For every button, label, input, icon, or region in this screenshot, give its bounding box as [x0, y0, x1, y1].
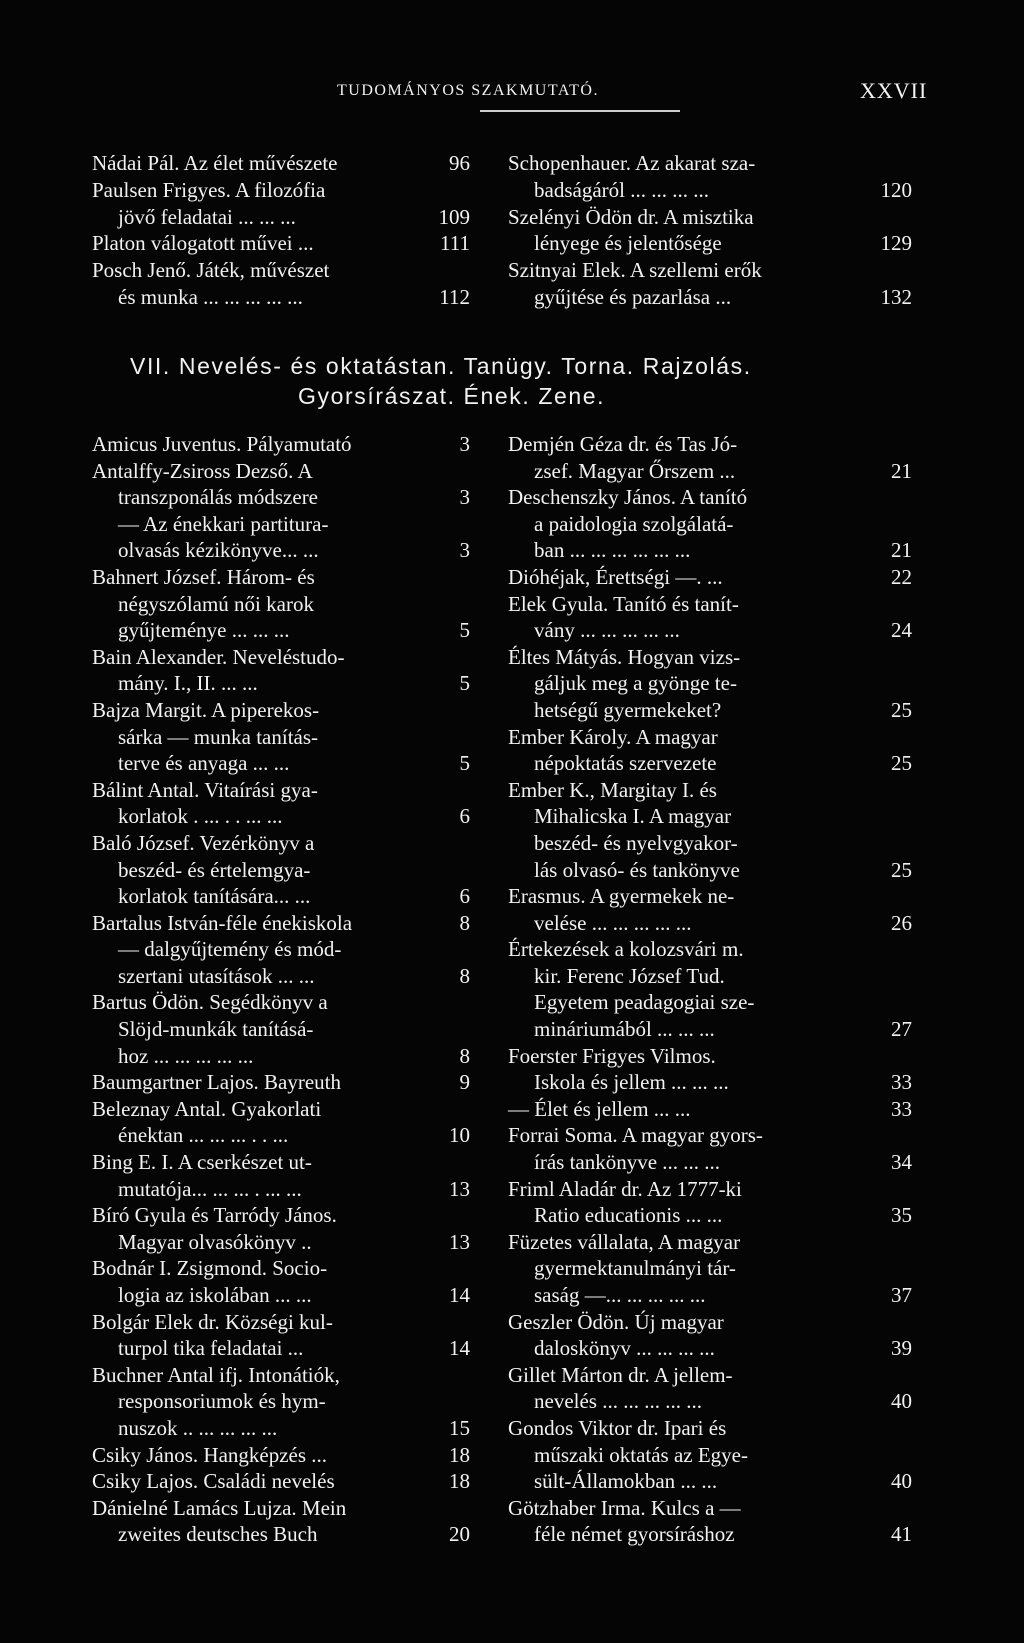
- entry-page-number: 26: [891, 910, 912, 935]
- entry-text: nevelés ... ... ... ... ...: [534, 1389, 702, 1414]
- entry-text: Demjén Géza dr. és Tas Jó-: [508, 432, 738, 456]
- entry-text: Bahnert József. Három- és: [92, 564, 315, 589]
- index-entry: [508, 617, 912, 644]
- entry-page-number: 18: [449, 1469, 470, 1494]
- entry-text: mutatója... ... ... . ... ...: [118, 1176, 302, 1201]
- index-entry: [508, 1122, 912, 1149]
- entry-text: Nádai Pál. Az élet művészete: [92, 151, 338, 175]
- index-entry: [508, 564, 912, 591]
- entry-text: és munka ... ... ... ... ...: [118, 284, 303, 309]
- index-entry: [508, 1388, 912, 1415]
- entry-text: Elek Gyula. Tanító és tanít-: [508, 591, 739, 616]
- entry-page-number: 25: [891, 857, 912, 882]
- index-entry: [508, 1043, 912, 1070]
- entry-page-number: 6: [459, 804, 470, 829]
- index-entry: [508, 1415, 912, 1442]
- entry-text: responsoriumok és hym-: [118, 1389, 326, 1414]
- running-title: TUDOMÁNYOS SZAKMUTATÓ.: [337, 82, 599, 99]
- index-entry: [92, 697, 492, 724]
- entry-text: — Élet és jellem ... ...: [508, 1096, 691, 1121]
- entry-page-number: 5: [459, 751, 470, 776]
- index-entry: [508, 644, 912, 671]
- entry-text: lás olvasó- és tankönyve: [534, 857, 740, 882]
- entry-text: Füzetes vállalata, A magyar: [508, 1229, 741, 1254]
- index-entry: [508, 1468, 912, 1495]
- index-entry: [92, 883, 492, 910]
- index-entry: [508, 1335, 912, 1362]
- entry-text: írás tankönyve ... ... ...: [534, 1150, 721, 1175]
- entry-text: olvasás kézikönyve... ...: [118, 538, 319, 563]
- index-entry: [92, 670, 492, 697]
- index-entry: [508, 830, 912, 857]
- index-entry: [92, 537, 492, 564]
- entry-text: Beleznay Antal. Gyakorlati: [92, 1096, 322, 1121]
- page-number: XXVII: [860, 78, 928, 103]
- index-entry: [92, 431, 492, 458]
- index-entry: [92, 724, 492, 751]
- entry-text: lényege és jelentősége: [534, 231, 722, 256]
- index-entry: [92, 564, 492, 591]
- entry-page-number: 111: [440, 231, 470, 256]
- entry-page-number: 24: [891, 618, 912, 643]
- entry-page-number: 120: [880, 177, 912, 202]
- index-entry: [92, 230, 492, 257]
- index-entry: [92, 204, 492, 231]
- index-entry: [92, 1415, 492, 1442]
- entry-page-number: 5: [459, 671, 470, 696]
- entry-text: — dalgyűjtemény és mód-: [118, 937, 342, 962]
- index-entry: [92, 1016, 492, 1043]
- entry-text: Posch Jenő. Játék, művészet: [92, 258, 330, 283]
- entry-page-number: 33: [891, 1070, 912, 1095]
- entry-text: Magyar olvasókönyv ..: [118, 1229, 312, 1254]
- index-entry: [92, 1149, 492, 1176]
- index-entry: [92, 750, 492, 777]
- section-heading-line1: VII. Nevelés- és oktatástan. Tanügy. Torna. Rajzolás.: [130, 353, 752, 379]
- index-entry: [508, 670, 912, 697]
- index-entry: [508, 963, 912, 990]
- entry-text: Bolgár Elek dr. Községi kul-: [92, 1309, 333, 1334]
- index-entry: [508, 1202, 912, 1229]
- entry-text: Bodnár I. Zsigmond. Socio-: [92, 1256, 328, 1281]
- entry-page-number: 21: [891, 458, 912, 483]
- entry-text: műszaki oktatás az Egye-: [534, 1442, 748, 1467]
- index-entry: [92, 1069, 492, 1096]
- entry-page-number: 14: [449, 1336, 470, 1361]
- index-entry: [92, 1176, 492, 1203]
- index-entry: [92, 1362, 492, 1389]
- index-entry: [508, 1229, 912, 1256]
- entry-text: Erasmus. A gyermekek ne-: [508, 884, 735, 909]
- entry-text: gyűjteménye ... ... ...: [118, 618, 290, 643]
- entry-text: beszéd- és nyelvgyakor-: [534, 830, 738, 855]
- index-entry: [508, 910, 912, 937]
- index-entry: [508, 777, 912, 804]
- entry-text: beszéd- és értelemgya-: [118, 857, 311, 882]
- index-entry: [508, 750, 912, 777]
- entry-text: turpol tika feladatai ...: [118, 1336, 304, 1361]
- entry-page-number: 40: [891, 1469, 912, 1494]
- entry-page-number: 13: [449, 1229, 470, 1254]
- index-entry: [508, 857, 912, 884]
- entry-text: nuszok .. ... ... ... ...: [118, 1415, 278, 1440]
- entry-text: szertani utasítások ... ...: [118, 963, 315, 988]
- entry-page-number: 5: [459, 618, 470, 643]
- top-left-entries: [92, 150, 492, 311]
- index-entry: [92, 458, 492, 485]
- entry-text: Platon válogatott művei ...: [92, 231, 314, 256]
- index-entry: [508, 989, 912, 1016]
- entry-text: hetségű gyermekeket?: [534, 697, 722, 722]
- entry-text: daloskönyv ... ... ... ...: [534, 1336, 715, 1361]
- entry-text: Gondos Viktor dr. Ipari és: [508, 1415, 727, 1440]
- entry-text: Bing E. I. A cserkészet ut-: [92, 1150, 312, 1175]
- entry-text: velése ... ... ... ... ...: [534, 910, 692, 935]
- entry-page-number: 37: [891, 1283, 912, 1307]
- section-heading-line2: Gyorsírászat. Ének. Zene.: [298, 383, 606, 409]
- index-entry: [92, 177, 492, 204]
- entry-text: a paidologia szolgálatá-: [534, 511, 734, 536]
- index-entry: [508, 591, 912, 618]
- entry-text: féle német gyorsíráshoz: [534, 1522, 735, 1547]
- entry-text: gáljuk meg a gyönge te-: [534, 671, 737, 696]
- index-entry: [92, 1282, 492, 1309]
- index-entry: [508, 257, 912, 284]
- entry-page-number: 129: [880, 231, 912, 256]
- entry-text: Értekezések a kolozsvári m.: [508, 937, 744, 962]
- entry-page-number: 6: [459, 884, 470, 909]
- entry-text: Csiky Lajos. Családi nevelés: [92, 1469, 335, 1494]
- entry-text: Bajza Margit. A piperekos-: [92, 697, 320, 722]
- entry-text: Bartalus István-féle énekiskola: [92, 910, 353, 935]
- entry-page-number: 8: [459, 910, 470, 935]
- entry-text: Antalffy-Zsiross Dezső. A: [92, 458, 313, 483]
- index-entry: [92, 617, 492, 644]
- index-entry: [508, 1282, 912, 1309]
- entry-page-number: 10: [449, 1123, 470, 1148]
- entry-text: kir. Ferenc József Tud.: [534, 963, 725, 988]
- index-entry: [508, 724, 912, 751]
- index-entry: [92, 777, 492, 804]
- entry-text: gyermektanulmányi tár-: [534, 1256, 736, 1281]
- left-column-entries: [92, 431, 492, 1548]
- entry-text: énektan ... ... ... . . ...: [118, 1123, 289, 1148]
- entry-page-number: 8: [459, 1043, 470, 1068]
- entry-page-number: 13: [449, 1176, 470, 1201]
- entry-page-number: 9: [459, 1070, 470, 1095]
- index-entry: [92, 1229, 492, 1256]
- entry-text: Ember Károly. A magyar: [508, 724, 718, 749]
- entry-page-number: 21: [891, 538, 912, 563]
- entry-text: badságáról ... ... ... ...: [534, 177, 709, 202]
- right-column-entries: [508, 431, 912, 1548]
- entry-text: korlatok . ... . . ... ...: [118, 804, 283, 829]
- entry-page-number: 132: [880, 284, 912, 309]
- entry-text: Buchner Antal ifj. Intonátiók,: [92, 1362, 340, 1387]
- entry-text: Paulsen Frigyes. A filozófia: [92, 177, 326, 202]
- entry-text: gyűjtése és pazarlása ...: [534, 284, 732, 309]
- index-entry: [508, 1362, 912, 1389]
- index-entry: [92, 284, 492, 311]
- entry-text: Foerster Frigyes Vilmos.: [508, 1043, 716, 1068]
- index-entry: [92, 591, 492, 618]
- entry-text: Mihalicska I. A magyar: [534, 804, 732, 829]
- index-entry: [92, 1468, 492, 1495]
- entry-page-number: 3: [459, 538, 470, 563]
- entry-text: vány ... ... ... ... ...: [534, 618, 680, 643]
- index-entry: [92, 1122, 492, 1149]
- entry-text: Schopenhauer. Az akarat sza-: [508, 151, 756, 175]
- entry-text: Egyetem peadagogiai sze-: [534, 990, 755, 1015]
- entry-text: Szelényi Ödön dr. A misztika: [508, 204, 754, 229]
- index-entry: [508, 803, 912, 830]
- entry-text: saság —... ... ... ... ...: [534, 1283, 706, 1307]
- index-entry: [508, 284, 912, 311]
- entry-page-number: 35: [891, 1203, 912, 1228]
- index-entry: [508, 537, 912, 564]
- entry-page-number: 25: [891, 697, 912, 722]
- entry-text: népoktatás szervezete: [534, 751, 717, 776]
- index-entry: [508, 883, 912, 910]
- index-entry: [508, 150, 912, 177]
- entry-text: Deschenszky János. A tanító: [508, 485, 748, 510]
- index-entry: [92, 857, 492, 884]
- entry-text: — Az énekkari partitura-: [118, 511, 329, 536]
- entry-page-number: 25: [891, 751, 912, 776]
- index-entry: [508, 458, 912, 485]
- entry-page-number: 14: [449, 1283, 470, 1307]
- entry-text: Csiky János. Hangképzés ...: [92, 1442, 328, 1467]
- index-entry: [92, 1096, 492, 1123]
- entry-text: Friml Aladár dr. Az 1777-ki: [508, 1176, 742, 1201]
- index-entry: [92, 1521, 492, 1548]
- index-entry: [92, 1335, 492, 1362]
- index-entry: [92, 1309, 492, 1336]
- entry-text: Bálint Antal. Vitaírási gya-: [92, 777, 318, 802]
- entry-text: Amicus Juventus. Pályamutató: [92, 432, 352, 456]
- index-entry: [508, 1442, 912, 1469]
- entry-text: transzponálás módszere: [118, 485, 319, 510]
- entry-page-number: 3: [459, 432, 470, 456]
- index-entry: [92, 910, 492, 937]
- entry-text: Forrai Soma. A magyar gyors-: [508, 1123, 763, 1148]
- header-rule: [480, 110, 680, 112]
- top-right-entries: [508, 150, 912, 311]
- entry-text: Bartus Ödön. Segédkönyv a: [92, 990, 328, 1015]
- entry-text: sárka — munka tanítás-: [118, 724, 319, 749]
- index-entry: [92, 963, 492, 990]
- index-entry: [508, 1069, 912, 1096]
- index-entry: [92, 257, 492, 284]
- entry-page-number: 20: [449, 1522, 470, 1547]
- entry-page-number: 22: [891, 564, 912, 589]
- index-entry: [508, 1495, 912, 1522]
- index-entry: [508, 177, 912, 204]
- entry-page-number: 8: [459, 963, 470, 988]
- index-entry: [92, 1255, 492, 1282]
- entry-text: Ember K., Margitay I. és: [508, 777, 717, 802]
- index-entry: [508, 230, 912, 257]
- entry-text: ban ... ... ... ... ... ...: [534, 538, 691, 563]
- index-entry: [92, 1202, 492, 1229]
- index-entry: [508, 1255, 912, 1282]
- entry-text: Baumgartner Lajos. Bayreuth: [92, 1070, 342, 1095]
- index-entry: [508, 936, 912, 963]
- entry-page-number: 34: [891, 1150, 912, 1175]
- entry-page-number: 41: [891, 1522, 912, 1547]
- entry-text: sült-Államokban ... ...: [534, 1469, 718, 1494]
- entry-page-number: 3: [459, 485, 470, 510]
- index-entry: [92, 644, 492, 671]
- index-entry: [508, 1176, 912, 1203]
- entry-text: Dióhéjak, Érettségi —. ...: [508, 564, 723, 589]
- index-entry: [508, 1309, 912, 1336]
- index-entry: [508, 1149, 912, 1176]
- index-entry: [508, 697, 912, 724]
- index-entry: [92, 1442, 492, 1469]
- entry-text: Éltes Mátyás. Hogyan vizs-: [508, 644, 741, 669]
- index-entry: [508, 511, 912, 538]
- entry-page-number: 39: [891, 1336, 912, 1361]
- entry-page-number: 109: [438, 204, 470, 229]
- index-entry: [92, 150, 492, 177]
- entry-text: zsef. Magyar Őrszem ...: [534, 458, 736, 483]
- index-entry: [508, 484, 912, 511]
- index-entry: [508, 1096, 912, 1123]
- index-entry: [92, 484, 492, 511]
- entry-text: Iskola és jellem ... ... ...: [534, 1070, 729, 1095]
- index-entry: [92, 830, 492, 857]
- entry-text: zweites deutsches Buch: [118, 1522, 318, 1547]
- entry-page-number: 18: [449, 1442, 470, 1467]
- entry-text: Gillet Márton dr. A jellem-: [508, 1362, 733, 1387]
- entry-page-number: 96: [449, 151, 470, 175]
- entry-page-number: 27: [891, 1017, 912, 1042]
- entry-text: terve és anyaga ... ...: [118, 751, 290, 776]
- index-entry: [92, 936, 492, 963]
- entry-text: Götzhaber Irma. Kulcs a —: [508, 1495, 741, 1520]
- entry-text: Dánielné Lamács Lujza. Mein: [92, 1495, 347, 1520]
- entry-text: Baló József. Vezérkönyv a: [92, 830, 315, 855]
- entry-text: Bain Alexander. Neveléstudo-: [92, 644, 345, 669]
- entry-text: Geszler Ödön. Új magyar: [508, 1309, 724, 1334]
- entry-text: korlatok tanítására... ...: [118, 884, 311, 909]
- entry-text: négyszólamú női karok: [118, 591, 314, 616]
- entry-page-number: 33: [891, 1096, 912, 1121]
- index-entry: [92, 511, 492, 538]
- entry-text: Bíró Gyula és Tarródy János.: [92, 1203, 337, 1228]
- index-entry: [92, 989, 492, 1016]
- index-entry: [92, 803, 492, 830]
- entry-text: jövő feladatai ... ... ...: [118, 204, 296, 229]
- index-entry: [92, 1495, 492, 1522]
- entry-text: Slöjd-munkák tanításá-: [118, 1017, 314, 1042]
- index-entry: [508, 1521, 912, 1548]
- entry-text: hoz ... ... ... ... ...: [118, 1043, 254, 1068]
- index-entry: [508, 204, 912, 231]
- index-entry: [92, 1043, 492, 1070]
- index-entry: [508, 1016, 912, 1043]
- index-entry: [508, 431, 912, 458]
- entry-text: mináriumából ... ... ...: [534, 1017, 715, 1042]
- index-entry: [92, 1388, 492, 1415]
- entry-text: logia az iskolában ... ...: [118, 1283, 312, 1307]
- entry-page-number: 15: [449, 1415, 470, 1440]
- entry-text: Szitnyai Elek. A szellemi erők: [508, 258, 762, 283]
- entry-text: mány. I., II. ... ...: [118, 671, 258, 696]
- page-header: [0, 78, 1024, 108]
- entry-page-number: 40: [891, 1389, 912, 1414]
- entry-text: Ratio educationis ... ...: [534, 1203, 723, 1228]
- entry-page-number: 112: [439, 284, 470, 309]
